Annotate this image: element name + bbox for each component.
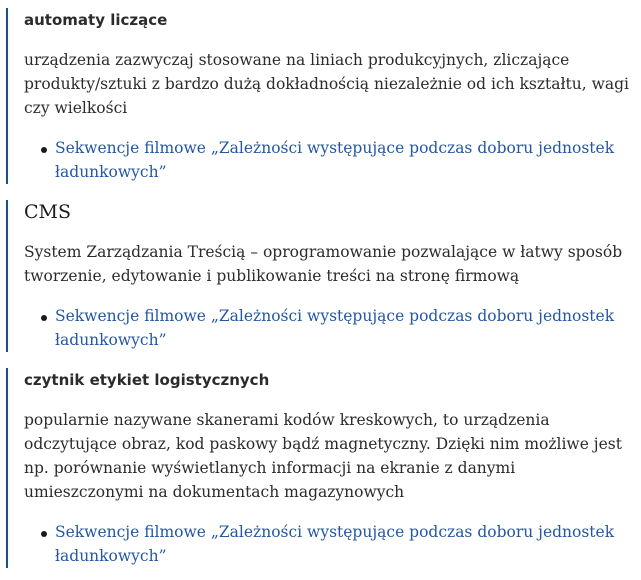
glossary-definition: System Zarządzania Treścią – oprogramowanie pozwalające w łatwy sposób tworzenie, edytowanie i publikowanie treści na stronę firmową — [24, 243, 623, 285]
bullet-icon — [41, 315, 47, 321]
related-link[interactable]: Sekwencje filmowe „Zależności występujące podczas doboru jednostek ładunkowych” — [55, 307, 615, 349]
glossary-definition: popularnie nazywane skanerami kodów kreskowych, to urządzenia odczytujące obraz, kod paskowy bądź magnetyczny. Dzięki nim możliwe jest np. porównanie wyświetlanych informacji na ekranie z danymi umieszczonymi na dokumentach magazynowych — [24, 411, 622, 501]
glossary-term: czytnik etykiet logistycznych — [24, 371, 270, 389]
glossary-term: CMS — [24, 201, 72, 223]
related-link[interactable]: Sekwencje filmowe „Zależności występujące podczas doboru jednostek ładunkowych” — [55, 139, 615, 181]
related-links — [24, 304, 635, 352]
bullet-icon — [41, 147, 47, 153]
glossary-term: automaty liczące — [24, 11, 168, 29]
glossary-entry — [0, 8, 641, 184]
related-link[interactable]: Sekwencje filmowe „Zależności występujące podczas doboru jednostek ładunkowych” — [55, 523, 615, 565]
related-link-item — [24, 520, 635, 568]
related-link-item — [24, 136, 635, 184]
glossary-definition: urządzenia zazwyczaj stosowane na liniach produkcyjnych, zliczające produkty/sztuki z bardzo dużą dokładnością niezależnie od ich kształtu, wagi czy wielkości — [24, 51, 629, 117]
related-links — [24, 520, 635, 568]
related-link-item — [24, 304, 635, 352]
related-links — [24, 136, 635, 184]
bullet-icon — [41, 531, 47, 537]
glossary-entry — [0, 368, 641, 568]
glossary-entry — [0, 200, 641, 352]
